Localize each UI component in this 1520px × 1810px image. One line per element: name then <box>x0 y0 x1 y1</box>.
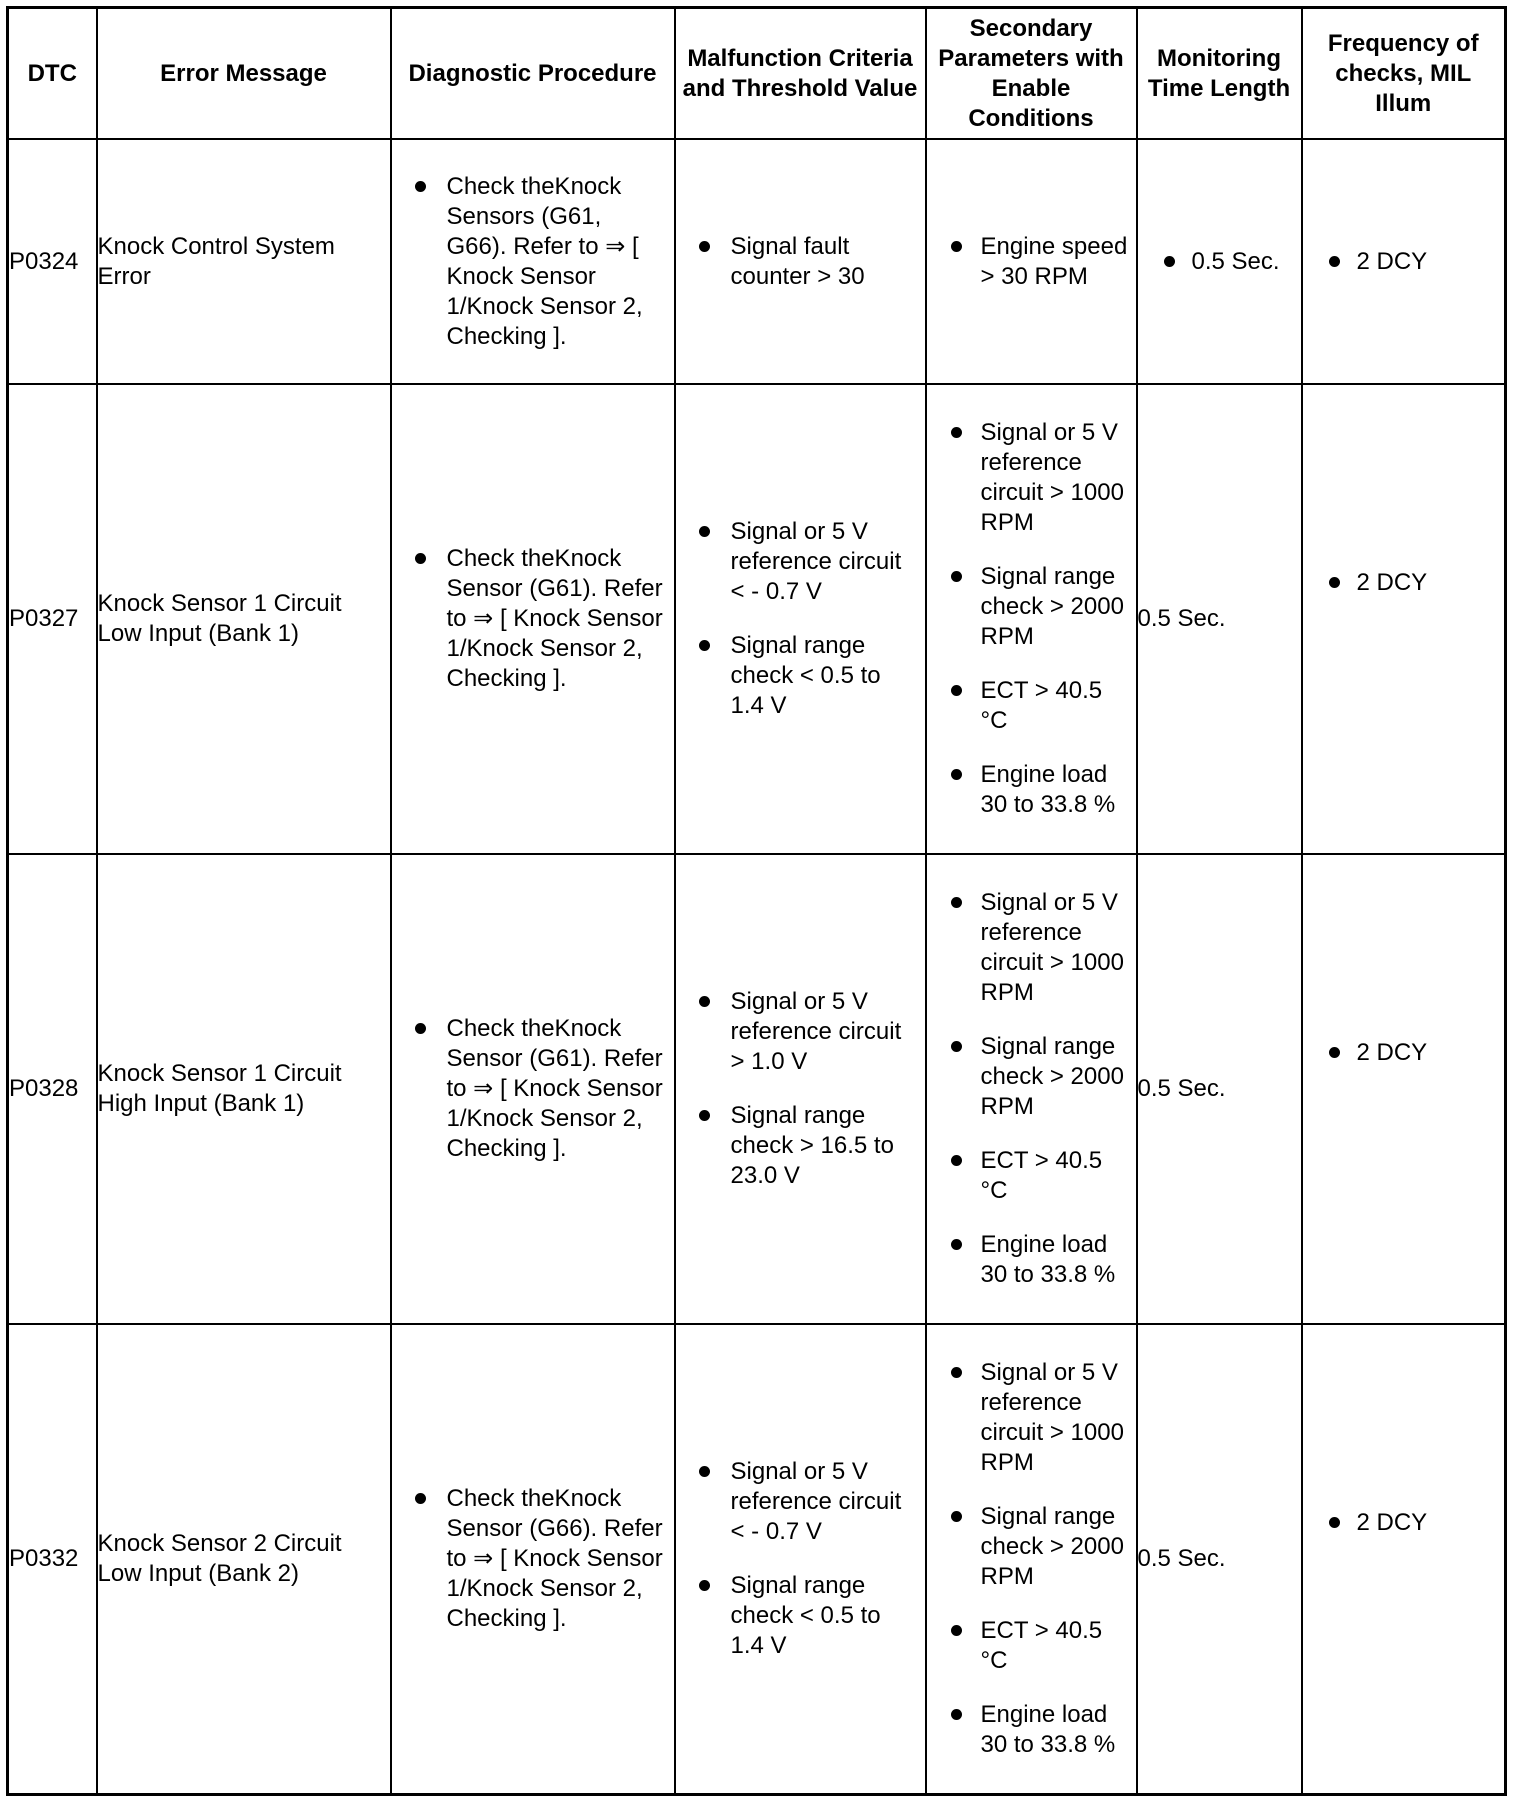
header-secondary-parameters: Secondary Parameters with Enable Conditions <box>926 8 1137 140</box>
bullet-icon <box>951 1155 962 1166</box>
frequency-cell <box>1302 139 1506 384</box>
bullet-icon <box>1329 1047 1340 1058</box>
bullet-icon <box>951 1511 962 1522</box>
secondary-text: Signal or 5 V reference circuit > 1000 RPM <box>980 889 1124 1006</box>
dtc-code: P0327 <box>8 384 97 854</box>
secondary-text: Signal range check > 2000 RPM <box>980 1033 1124 1120</box>
bullet-icon <box>699 241 710 252</box>
list-item <box>1192 247 1301 277</box>
secondary-text: ECT > 40.5 °C <box>980 1147 1103 1204</box>
list-item <box>981 760 1132 820</box>
diagnostic-procedure-cell <box>391 384 675 854</box>
secondary-text: Engine load 30 to 33.8 % <box>980 761 1116 818</box>
criteria-text: Signal range check < 0.5 to 1.4 V <box>730 632 881 719</box>
bullet-icon <box>951 1041 962 1052</box>
bullet-icon <box>951 571 962 582</box>
table-row <box>8 384 1506 854</box>
list-item <box>981 1146 1132 1206</box>
bullet-icon <box>951 241 962 252</box>
list-item <box>1357 568 1505 598</box>
bullet-icon <box>699 996 710 1007</box>
frequency-text: 2 DCY <box>1356 247 1428 275</box>
secondary-text: Signal or 5 V reference circuit > 1000 RPM <box>980 419 1124 536</box>
dtc-code: P0328 <box>8 854 97 1324</box>
secondary-text: Signal range check > 2000 RPM <box>980 563 1124 650</box>
bullet-icon <box>951 1239 962 1250</box>
monitoring-time: 0.5 Sec. <box>1137 1324 1302 1795</box>
bullet-icon <box>415 1023 426 1034</box>
list-item <box>731 517 919 607</box>
criteria-text: Signal or 5 V reference circuit < - 0.7 V <box>730 1458 902 1545</box>
table-row <box>8 854 1506 1324</box>
table-row <box>8 1324 1506 1795</box>
procedure-text: Check theKnock Sensors (G61, G66). Refer to ⇒ [ Knock Sensor 1/Knock Sensor 2, Checking ]. <box>446 172 643 350</box>
list-item <box>981 1502 1132 1592</box>
bullet-icon <box>1329 1517 1340 1528</box>
frequency-cell <box>1302 854 1506 1324</box>
secondary-parameters-cell <box>926 854 1137 1324</box>
bullet-icon <box>699 640 710 651</box>
monitoring-time-cell <box>1137 139 1302 384</box>
header-frequency: Frequency of checks, MIL Illum <box>1302 8 1506 140</box>
monitoring-time: 0.5 Sec. <box>1137 854 1302 1324</box>
diagnostic-procedure-cell <box>391 1324 675 1795</box>
list-item <box>447 1014 668 1164</box>
bullet-icon <box>951 1709 962 1720</box>
bullet-icon <box>699 1580 710 1591</box>
error-message: Knock Sensor 2 Circuit Low Input (Bank 2) <box>97 1324 391 1795</box>
criteria-text: Signal range check < 0.5 to 1.4 V <box>730 1572 881 1659</box>
header-malfunction-criteria: Malfunction Criteria and Threshold Value <box>675 8 926 140</box>
list-item <box>1357 247 1505 277</box>
criteria-text: Signal fault counter > 30 <box>730 232 865 290</box>
bullet-icon <box>951 427 962 438</box>
bullet-icon <box>699 526 710 537</box>
list-item <box>447 544 668 694</box>
header-row <box>8 8 1506 140</box>
table-row <box>8 139 1506 384</box>
frequency-text: 2 DCY <box>1356 1509 1428 1536</box>
secondary-parameters-cell <box>926 1324 1137 1795</box>
list-item <box>447 172 668 352</box>
frequency-cell <box>1302 384 1506 854</box>
list-item <box>981 1032 1132 1122</box>
list-item <box>981 1230 1132 1290</box>
list-item <box>1357 1508 1505 1538</box>
bullet-icon <box>1329 577 1340 588</box>
secondary-text: ECT > 40.5 °C <box>980 677 1103 734</box>
header-error-message: Error Message <box>97 8 391 140</box>
list-item <box>731 987 919 1077</box>
list-item <box>731 1571 919 1661</box>
monitoring-text: 0.5 Sec. <box>1191 247 1280 275</box>
dtc-code: P0332 <box>8 1324 97 1795</box>
secondary-text: Engine load 30 to 33.8 % <box>980 1701 1116 1758</box>
bullet-icon <box>415 1493 426 1504</box>
error-message: Knock Sensor 1 Circuit Low Input (Bank 1) <box>97 384 391 854</box>
bullet-icon <box>951 897 962 908</box>
bullet-icon <box>699 1466 710 1477</box>
procedure-text: Check theKnock Sensor (G61). Refer to ⇒ [ Knock Sensor 1/Knock Sensor 2, Checking ]. <box>446 545 663 692</box>
header-monitoring-time: Monitoring Time Length <box>1137 8 1302 140</box>
secondary-text: Signal or 5 V reference circuit > 1000 RPM <box>980 1359 1124 1476</box>
procedure-text: Check theKnock Sensor (G66). Refer to ⇒ [ Knock Sensor 1/Knock Sensor 2, Checking ]. <box>446 1485 663 1632</box>
list-item <box>981 1616 1132 1676</box>
criteria-text: Signal or 5 V reference circuit > 1.0 V <box>730 988 902 1075</box>
malfunction-criteria-cell <box>675 384 926 854</box>
list-item <box>981 1358 1132 1478</box>
bullet-icon <box>1164 256 1175 267</box>
list-item <box>731 1457 919 1547</box>
diagnostic-procedure-cell <box>391 854 675 1324</box>
secondary-text: ECT > 40.5 °C <box>980 1617 1103 1674</box>
dtc-code: P0324 <box>8 139 97 384</box>
bullet-icon <box>951 685 962 696</box>
list-item <box>981 888 1132 1008</box>
criteria-text: Signal or 5 V reference circuit < - 0.7 V <box>730 518 902 605</box>
bullet-icon <box>951 769 962 780</box>
bullet-icon <box>951 1367 962 1378</box>
secondary-parameters-cell <box>926 139 1137 384</box>
list-item <box>731 631 919 721</box>
diagnostic-procedure-cell <box>391 139 675 384</box>
malfunction-criteria-cell <box>675 1324 926 1795</box>
list-item <box>981 676 1132 736</box>
procedure-text: Check theKnock Sensor (G61). Refer to ⇒ [ Knock Sensor 1/Knock Sensor 2, Checking ]. <box>446 1015 663 1162</box>
criteria-text: Signal range check > 16.5 to 23.0 V <box>730 1102 894 1189</box>
list-item <box>981 562 1132 652</box>
list-item <box>447 1484 668 1634</box>
bullet-icon <box>415 553 426 564</box>
secondary-parameters-cell <box>926 384 1137 854</box>
secondary-text: Signal range check > 2000 RPM <box>980 1503 1124 1590</box>
secondary-text: Engine speed > 30 RPM <box>980 232 1128 290</box>
frequency-text: 2 DCY <box>1356 1039 1428 1066</box>
monitoring-time: 0.5 Sec. <box>1137 384 1302 854</box>
list-item <box>981 1700 1132 1760</box>
frequency-text: 2 DCY <box>1356 569 1428 596</box>
malfunction-criteria-cell <box>675 139 926 384</box>
dtc-table <box>6 6 1507 1796</box>
list-item <box>731 232 919 292</box>
bullet-icon <box>699 1110 710 1121</box>
malfunction-criteria-cell <box>675 854 926 1324</box>
bullet-icon <box>415 181 426 192</box>
list-item <box>981 232 1132 292</box>
bullet-icon <box>951 1625 962 1636</box>
list-item <box>981 418 1132 538</box>
list-item <box>1357 1038 1505 1068</box>
error-message: Knock Control System Error <box>97 139 391 384</box>
list-item <box>731 1101 919 1191</box>
frequency-cell <box>1302 1324 1506 1795</box>
bullet-icon <box>1329 256 1340 267</box>
secondary-text: Engine load 30 to 33.8 % <box>980 1231 1116 1288</box>
header-diagnostic-procedure: Diagnostic Procedure <box>391 8 675 140</box>
error-message: Knock Sensor 1 Circuit High Input (Bank 1) <box>97 854 391 1324</box>
header-dtc: DTC <box>8 8 97 140</box>
